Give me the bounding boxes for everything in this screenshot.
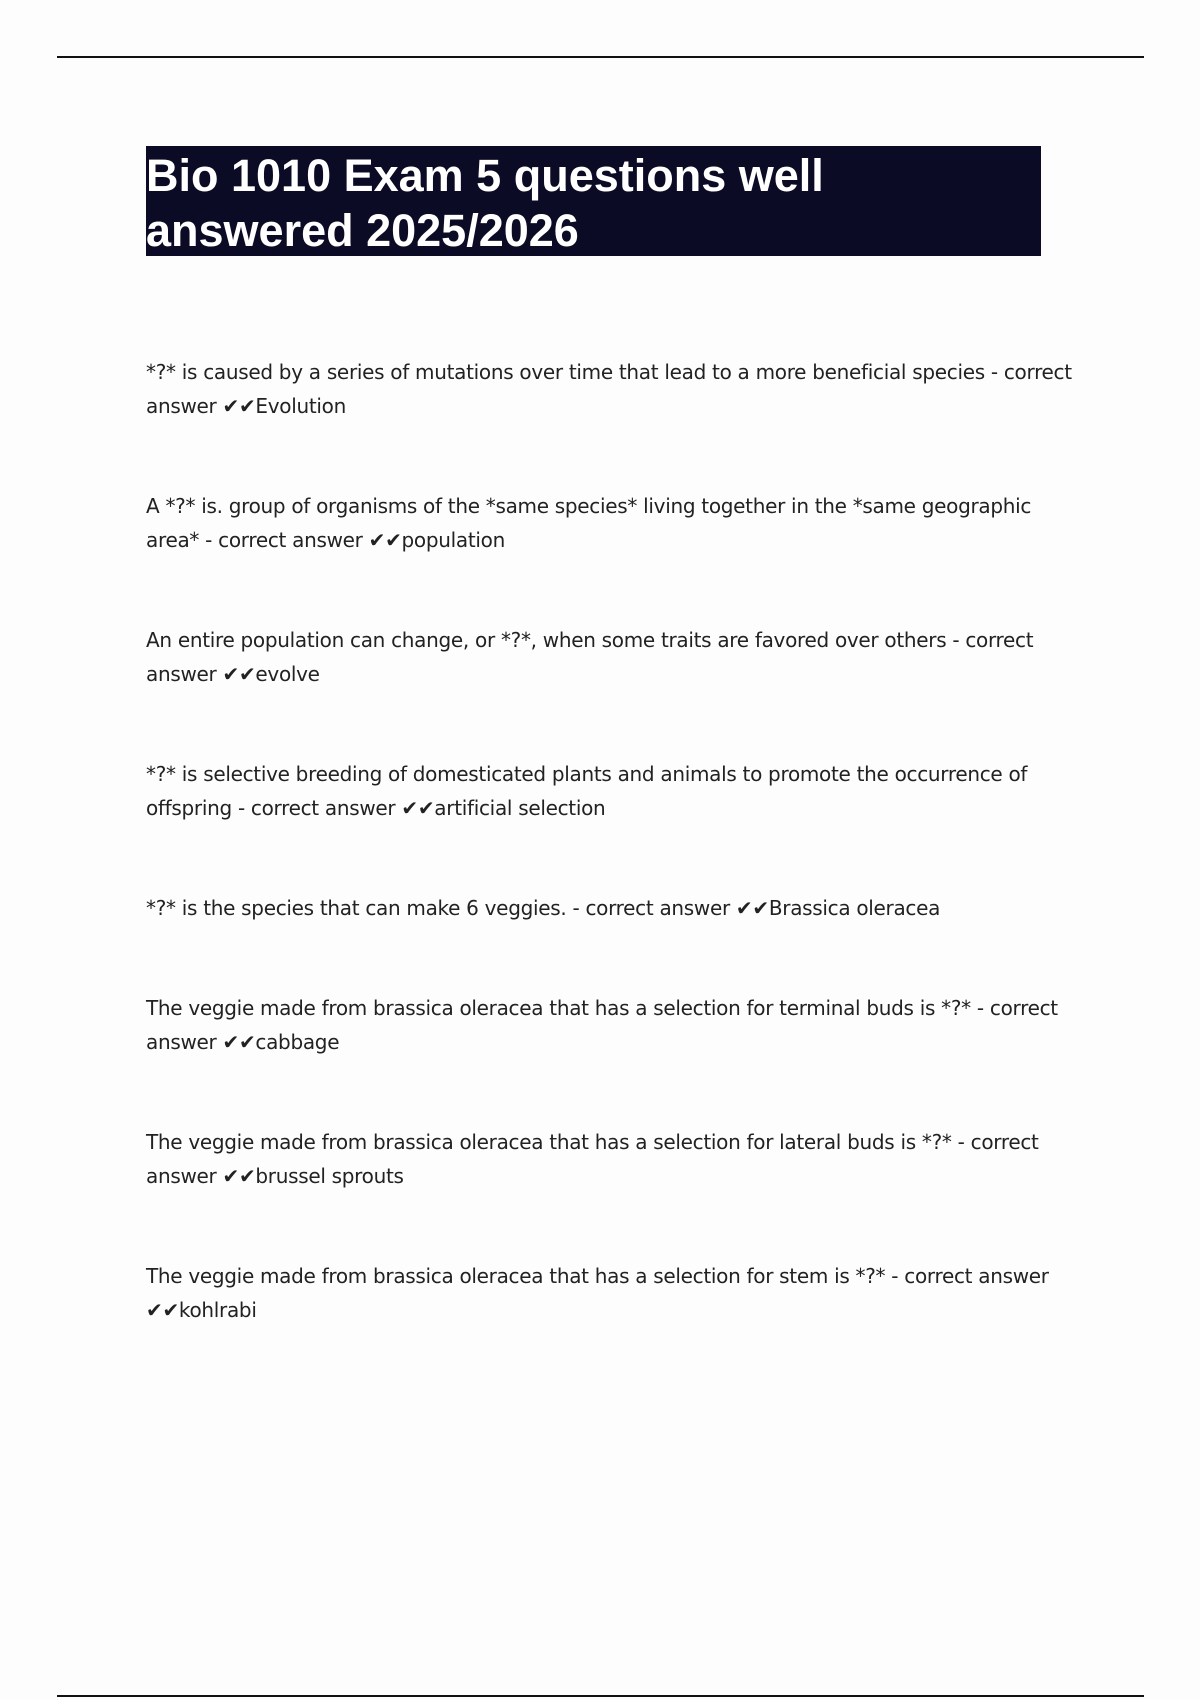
qa-item: The veggie made from brassica oleracea that has a selection for stem is *?* - correct answer ✔✔kohlrabi [146, 1264, 1049, 1322]
top-rule [57, 56, 1144, 58]
question-answer-list [146, 355, 1081, 1393]
document-title: Bio 1010 Exam 5 questions well answered 2025/2026 [146, 150, 824, 256]
qa-item: *?* is selective breeding of domesticated plants and animals to promote the occurrence of offspring - correct answer ✔✔artificial selection [146, 762, 1028, 820]
title-banner [146, 146, 1041, 256]
qa-item: A *?* is. group of organisms of the *same species* living together in the *same geographic area* - correct answer ✔✔population [146, 494, 1032, 552]
bottom-rule [57, 1695, 1144, 1697]
qa-item: The veggie made from brassica oleracea that has a selection for lateral buds is *?* - correct answer ✔✔brussel sprouts [146, 1130, 1039, 1188]
qa-item: An entire population can change, or *?*, when some traits are favored over others - correct answer ✔✔evolve [146, 628, 1034, 686]
qa-item: The veggie made from brassica oleracea that has a selection for terminal buds is *?* - correct answer ✔✔cabbage [146, 996, 1058, 1054]
qa-item: *?* is caused by a series of mutations over time that lead to a more beneficial species - correct answer ✔✔Evolution [146, 360, 1072, 418]
qa-item: *?* is the species that can make 6 veggies. - correct answer ✔✔Brassica oleracea [146, 896, 941, 920]
